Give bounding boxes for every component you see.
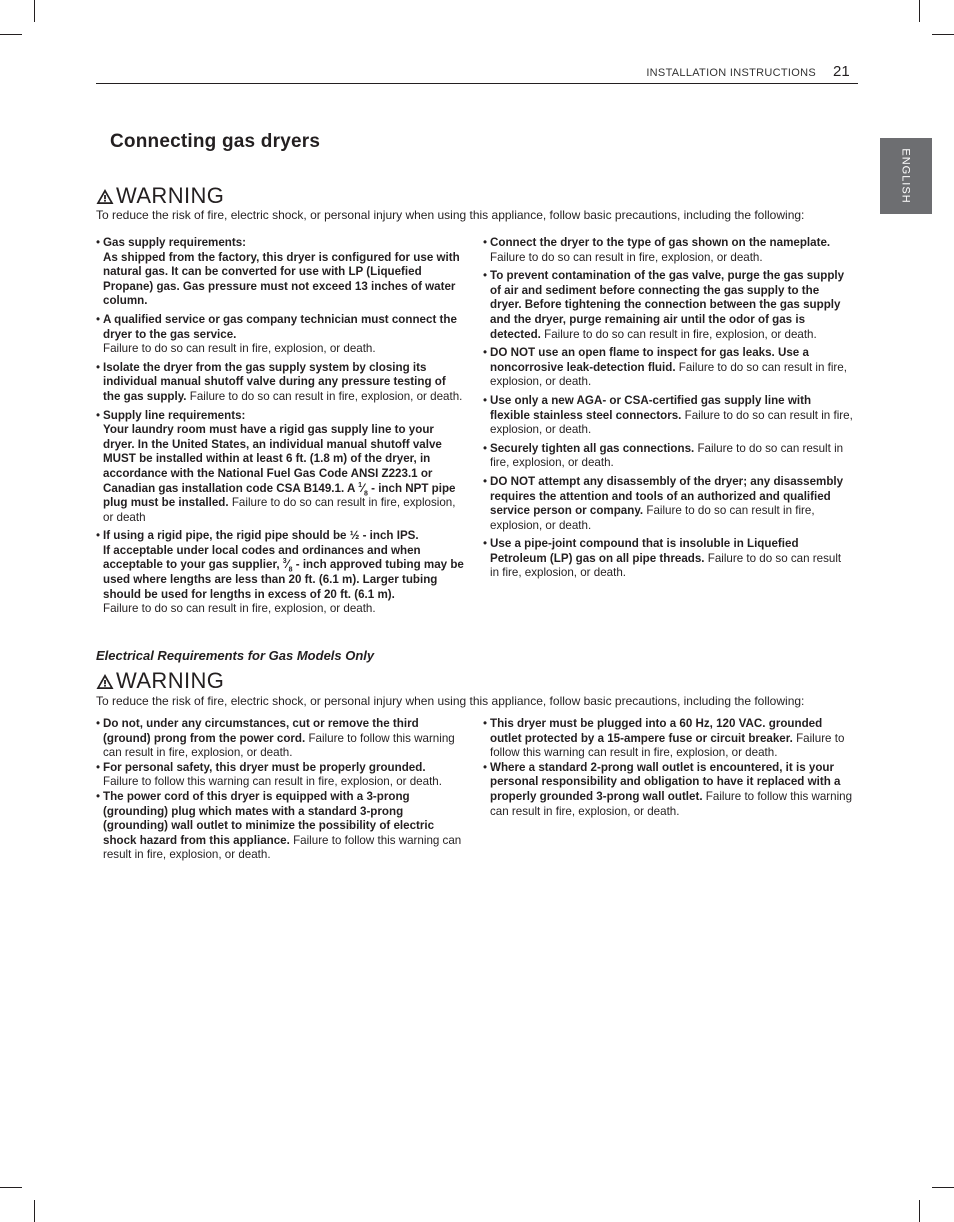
crop-mark bbox=[0, 34, 22, 35]
list-item: • DO NOT attempt any disassembly of the dryer; any disassembly requires the attention and tools of an authorized and qualified service person or company. Failure to do so can result in fire, explosion, or death. bbox=[483, 475, 853, 533]
warning-intro: To reduce the risk of fire, electric shock, or personal injury when using this appliance, follow basic precautions, including the following: bbox=[96, 208, 805, 222]
language-tab-label: ENGLISH bbox=[900, 148, 913, 204]
page-number: 21 bbox=[833, 63, 850, 80]
list-item: • Where a standard 2-prong wall outlet is encountered, it is your personal responsibility and obligation to have it replaced with a properly grounded 3-prong wall outlet. Failure to follow this warning can result in fire, explosion, or death. bbox=[483, 761, 853, 819]
list-item: • Supply line requirements: Your laundry room must have a rigid gas supply line to your dryer. In the United States, an individual manual shutoff valve MUST be installed within at least 6 ft. (1.8 m) of the dryer, in accordance with the National Fuel Gas Code ANSI Z223.1 or Canadian gas installation code CSA B149.1. A $^1⁄_8$ - inch NPT pipe plug must be installed. Failure to do so can result in fire, explosion, or death bbox=[96, 409, 466, 526]
crop-mark bbox=[34, 0, 35, 22]
warning-word: WARNING bbox=[116, 183, 225, 208]
header-label: INSTALLATION INSTRUCTIONS bbox=[646, 67, 816, 79]
list-item: • This dryer must be plugged into a 60 Hz, 120 VAC. grounded outlet protected by a 15-ampere fuse or circuit breaker. Failure to follow this warning can result in fire, explosion, or death. bbox=[483, 717, 853, 761]
warning-heading bbox=[96, 668, 224, 694]
warning2-left-column bbox=[96, 717, 466, 867]
list-item: • Do not, under any circumstances, cut or remove the third (ground) prong from the power cord. Failure to follow this warning can result in fire, explosion, or death. bbox=[96, 717, 466, 761]
list-item: • Securely tighten all gas connections. Failure to do so can result in fire, explosion, or death. bbox=[483, 442, 853, 471]
list-item: • Isolate the dryer from the gas supply system by closing its individual manual shutoff valve during any pressure testing of the gas supply. Failure to do so can result in fire, explosion, or death. bbox=[96, 361, 466, 405]
list-item: • Connect the dryer to the type of gas shown on the nameplate. Failure to do so can result in fire, explosion, or death. bbox=[483, 236, 853, 265]
section-title: Connecting gas dryers bbox=[110, 131, 321, 152]
warning-intro: To reduce the risk of fire, electric shock, or personal injury when using this appliance, follow basic precautions, including the following: bbox=[96, 694, 805, 708]
crop-mark bbox=[932, 34, 954, 35]
crop-mark bbox=[0, 1187, 22, 1188]
electrical-subhead: Electrical Requirements for Gas Models Only bbox=[96, 648, 375, 663]
warning-heading bbox=[96, 183, 224, 209]
warning-icon bbox=[96, 673, 114, 690]
warning-word: WARNING bbox=[116, 668, 225, 693]
list-item: • If using a rigid pipe, the rigid pipe should be ½ - inch IPS. If acceptable under local codes and ordinances and when acceptable to your gas supplier, $^3⁄_8$ - inch approved tubing may be used where lengths are less than 20 ft. (6.1 m). Larger tubing should be used for lengths in excess of 20 ft. (6.1 m). Failure to do so can result in fire, explosion, or death. bbox=[96, 529, 466, 617]
list-item: • Gas supply requirements: As shipped from the factory, this dryer is configured for use with natural gas. It can be converted for use with LP (Liquefied Propane) gas. Gas pressure must not exceed 13 inches of water column. bbox=[96, 236, 466, 309]
language-tab bbox=[880, 138, 932, 214]
crop-mark bbox=[34, 1200, 35, 1222]
list-item: • Use a pipe-joint compound that is insoluble in Liquefied Petroleum (LP) gas on all pipe threads. Failure to do so can result in fire, explosion, or death. bbox=[483, 537, 853, 581]
warning-icon bbox=[96, 188, 114, 205]
crop-mark bbox=[932, 1187, 954, 1188]
warning1-right-column bbox=[483, 236, 853, 585]
list-item: • For personal safety, this dryer must be properly grounded. Failure to follow this warning can result in fire, explosion, or death. bbox=[96, 761, 466, 790]
list-item: • To prevent contamination of the gas valve, purge the gas supply of air and sediment before connecting the gas supply to the dryer. Before tightening the connection between the gas supply and the dryer, purge remaining air until the odor of gas is detected. Failure to do so can result in fire, explosion, or death. bbox=[483, 269, 853, 342]
list-item: • Use only a new AGA- or CSA-certified gas supply line with flexible stainless steel connectors. Failure to do so can result in fire, explosion, or death. bbox=[483, 394, 853, 438]
list-item: • DO NOT use an open flame to inspect for gas leaks. Use a noncorrosive leak-detection fluid. Failure to do so can result in fire, explosion, or death. bbox=[483, 346, 853, 390]
header-rule bbox=[96, 83, 858, 84]
crop-mark bbox=[919, 1200, 920, 1222]
warning1-left-column bbox=[96, 236, 466, 621]
crop-mark bbox=[919, 0, 920, 22]
list-item: • The power cord of this dryer is equipped with a 3-prong (grounding) plug which mates with a standard 3-prong (grounding) wall outlet to minimize the possibility of electric shock hazard from this appliance. Failure to follow this warning can result in fire, explosion, or death. bbox=[96, 790, 466, 863]
warning2-right-column bbox=[483, 717, 853, 823]
list-item: • A qualified service or gas company technician must connect the dryer to the gas service. Failure to do so can result in fire, explosion, or death. bbox=[96, 313, 466, 357]
